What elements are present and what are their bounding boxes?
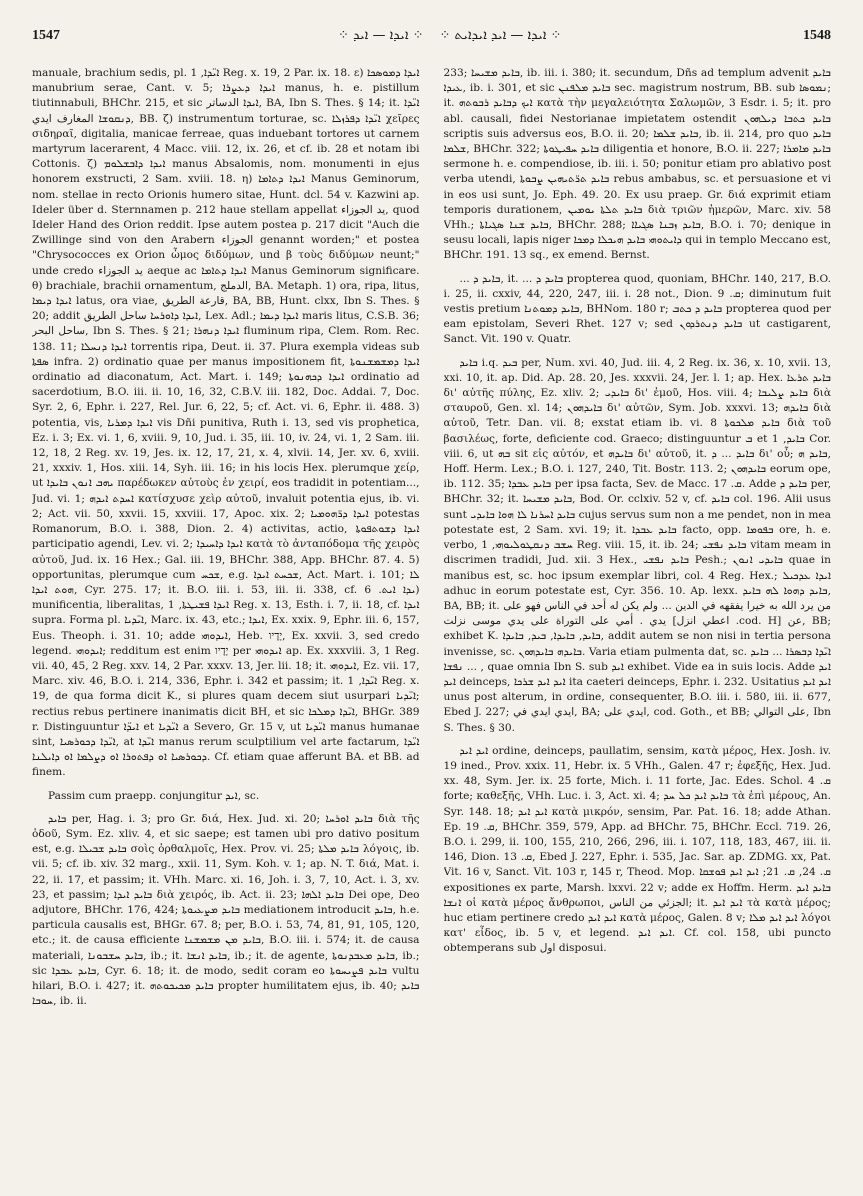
right-page-number: 1548 — [803, 28, 831, 43]
text-columns — [32, 66, 831, 1176]
header-left — [32, 28, 424, 44]
left-column — [32, 66, 420, 1176]
left-paragraph: Passim cum praepp. conjungitur ܐܝܕ, sc. — [48, 789, 260, 802]
header-right — [440, 28, 832, 44]
right-column — [444, 66, 832, 1176]
right-paragraph: ... ܒܐܝܕ ܕ, it. ... ܒܐܝܕ ܕ propterea quod, quoniam, BHChr. 140, 217, B.O. i. 25, ii. cxxiv, 44, 220, 247, iii. i. 28 not., Dion. ܩ. 9; diminutum fuit vestis pretium ܒܐܝܕ ܕܡܘܬܢܐ, BHNom. 180 r; ܒܐܝܕ ܕ ܟܬܒ propterea quod per eam epistolam, Severi Rhet. 127 v; sed ܒܐܝܕ ܕܢܬܪܕܘܢ ut castigarent, Sanct. Vit. 190 v. Quatr. — [443, 272, 831, 346]
left-page-number: 1547 — [32, 28, 60, 43]
left-paragraph: ܒܐܝܕ per, Hag. i. 3; pro Gr. διά, Hex. Jud. xi. 20; ܒܐܝܕ ܐܘܪܚܐ διὰ τῆς ὁδοῦ, Sym. Ez. xliv. 4, et sic saepe; est tamen ubi pro dativo positum est, e.g. ܒܐܝܕ ܫܒܝܠܐ σοὶς ὀρθαλμοῖς, Hex. Prov. vi. 25; ܒܐܝܕ ܡܠܬܐ λόγοις, ib. vii. 5; cf. ib. xiv. 32 marg., xxii. 11, Sym. Koh. v. 1; ap. N. T. διά, Mat. i. 22, ii. 17, et passim; it. VHh. Marc. xi. 16, Joh. i. 3, 7, 10, Act. i. 3, xv. 23, et passim; ܒܐܝܕ ܐܝܕܐ διὰ χειρός, ib. Act. ii. 23; ܒܐܝܕ ܐܠܗܐ Dei ope, Deo adjutore, BHChr. 176, 424; ܒܐܝܕ ܡܨܥܝܘܬܐ mediationem introducit ܒܐܝܕ, h.e. particula causalis est, BHGr. 67. 8; per, B.O. i. 53, 74, 81, 91, 105, 120, etc.; it. de causa efficiente ܒܐܝܕ ܡܢ ܡܫܡܫܢܐ, B.O. iii. i. 574; it. de causa materiali, ܒܐܝܕ ܚܫܒܘܢܐ, ib.; it. ܒܐܝܕ ܐܢܫܐ, ib.; it. de agente, ܒܐܝܕ ܡܥܒܕܢܘܬܐ, ib.; sic ܒܐܝܕ ܥܒܕܐ, Cyr. 6. 18; it. de modo, sedit coram eo ܒܐܝܕ ܦܨܝܚܘܬܐ vultu hilari, B.O. i. 427; it. ܒܐܝܕ ܡܟܝܟܘܬܗ propter humilitatem ejus, ib. 40; ܒܐܝܕ ܚܘܒܐ, ib. ii. — [32, 812, 420, 1008]
left-paragraph: manuale, brachium sedis, pl. ܐܝ̈ܕܐ, 1 Reg. x. 19, 2 Par. ix. 18. ε) ܐܝܕܐ ܕܡܘܣܟܐ manubrium serae, Cant. v. 5; ܐܝܕܐ ܕܥܨܪܐ manus, h. e. pistillum tiutinnabuli, BHChr. 215, et sic ܐܝܕܐ الدساتر, BA, Ibn S. Thes. § 14; it. ܐܝ̈ܕܐ ܕܢܩܘܫܐ المغارف ايدي, BB. ζ) instrumentum torturae, sc. ܐܝ̈ܕܐ ܕܦܪܙܠܐ χεῖρες σιδηραῖ, digitalia, manicae ferreae, quas induebant tortores ut carnem martyrum lacerarent, 4 Macc. viii. 12, ix. 26, et cf. ib. 28 et notam ibi Cottonis. ζ) ܐܝܕܐ ܕܐܒܫܠܘܡ manus Absalomis, nom. monumenti in ejus honorem exstructi, 2 Sam. xviii. 18. η) ܐܝܕܐ ܕܬܐܡܐ Manus Geminorum, nom. stellae in recto Orionis humero sitae, Hunt. dcl. 54 v. Kazwini ap. Ideler über d. Sternnamen p. 212 haue stellam appellat يد الجوزاء, quod Ideler Hand des Orion reddit. Ipse autem postea p. 217 dicit "Auch die Zwillinge sind von den Arabern الجوزاء genannt worden;" et postea "Chrysococces ex Orion ὦμος διδύμων, und β τοὺς διδύμων neunt;" unde credo يد الجوزاء aeque ac ܐܝܕܐ ܕܬܐܡܐ Manus Geminorum significare. θ) brachiale, brachii ornamentum, الدملج, BA. Metaph. 1) ora, ripa, litus, ܐܝܕܐ ܕܝܡܐ latus, ora viae, قارعة الطريق, BA, BB, Hunt. clxx, Ibn S. Thes. § 20; addit ܐܝܕܐ ܕܐܘܪܚܐ ساحل الطريق, Lex. Adl.; ܐܝܕܐ ܕܝܡܐ maris litus, C.S.B. 36; ساحل البحر, Ibn S. Thes. § 21; ܐܝܕܐ ܕܢܗܪܐ fluminum ripa, Clem. Rom. Rec. 138. 11; ܐܝܕܐ ܕܢܚܠܐ torrentis ripa, Deut. ii. 37. Plura exempla videas sub ܣܦܬܐ infra. 2) ordinatio quae per manus impositionem fit, ܐܝܕܐ ܕܡܫܡܫܢܘܬܐ ordinatio ad diaconatum, Act. Mart. i. 149; ܐܝܕܐ ܕܟܗܢܘܬܐ ordinatio ad sacerdotium, B.O. iii. ii. 10, 16, 32, C.B.V. iii. 182, Doc. Addai. 7, Doc. Syr. 2, 6, Ephr. i. 227, Rel. Jur. 6, 22, 5; cf. Act. vi. 6, Ephr. ii. 488. 3) potentia, vis, ܐܝܕܐ ܕܡܪܝܐ vis Dñi punitiva, Ruth i. 13, sed vis prophetica, Ez. i. 3; Ex. vi. 1, 6, xviii. 9, 10, Jud. i. 35, iii. 10, iv. 24, vi. 1, 2 Sam. iii. 12, 18, 2 Reg. xv. 19, Jes. ix. 12, 17, 21, x. 4, xlvii. 14, Jer. xv. 6, xviii. 21, xxxiv. 1, Hos. xiii. 14, Syh. iii. 16; in his locis Hex. plerumque χείρ, ut ܝܗܒ ܐܢܘܢ ܒܐܝܕܐ παρέδωκεν αὐτοὺς ἐν χειρί, eos tradidit in potentiam..., Jud. vi. 1; ܐܚܕܬ ܐܝܕܗ κατίσχυσε χεὶρ αὐτοῦ, invaluit potentia ejus, ib. vi. 2; Act. vii. 50, xxvii. 15, xxviii. 17, Apoc. xix. 2; ܐܝܕܐ ܕܪ̈ܗܘܡܝܐ potestas Romanorum, B.O. i. 388, Dion. 2. 4) activitas, actio, ܐܝܕܐ ܕܫܘܬܦܘܬܐ participatio agendi, Lev. vi. 2; ܐܝܕܐ ܕܐܚܝܕܐ κατὰ τὸ ἀνταπόδομα τῆς χειρὸς αὐτοῦ, Jud. ix. 16 Hex.; Gal. iii. 19, BHChr. 388, App. BHChr. 87. 4. 5) opportunitas, plerumque cum ܫܟܚ, e.g. ܫܟܚܬ ܐܝܕܐ, Act. Mart. i. 101; ܠܐ ܗܘܬ ܐܝܕܐ, Cyr. 275. 17; it. B.O. iii. i. 53, iii. ii. 338, cf. ܝܕܐ ܐܝܬ. 6) munificentia, liberalitas, ܐܝܕܐ ܦܫܝܛܬܐ, 1 Reg. x. 13, Esth. i. 7, ii. 18, cf. ܐܝܕܐ supra. Forma pl. ܐܝ̈ܕܝܐ, Marc. ix. 43, etc.; ܐܝܕܐ, Ex. xxix. 9, Ephr. iii. 6, 157, Eus. Theoph. i. 31. 10; adde ܐܝܕܘܗܝ, Heb. יָדָיו, Ex. xxvii. 3, sed credo legend. ܐܝܕܘܗܝ; redditum est enim יָדָיו per ܐܝܕܘܗܝ ap. Ex. xxxviii. 3, 1 Reg. vii. 40, 45, 2 Reg. xxv. 14, 2 Par. xxxv. 13, Jer. lii. 18; it. ܐܝܕܘܗܝ, Ez. vii. 17, Marc. xiv. 46, B.O. i. 214, 336, Ephr. i. 342 et passim; it. ܐܝ̈ܕܐ, 1 Reg. x. 19, de qua forma dicit K., si plures quam decem siut usurpari ܐܝ̈ܕܝܐ; rectius rebus pertinere inanimatis dicit BH, et sic ܐܝ̈ܕܐ ܕܡܠܟܐ, BHGr. 389 r. Distinguuntur ܐܝܕ̈ܐ et ܐܝ̈ܕܝܐ a Severo, Gr. 15 v, ut ܐܝ̈ܕܝܐ manus humanae sint, ܐܝ̈ܕܐ ܕܟܘܪܣܝܐ, at ܐܝ̈ܕܐ manus rerum sculptilium vel arte factarum, ܐܝ̈ܕܐ ܕܟܘܪܣܝܐ ܐܘ ܕܦܬܘܪܐ ܐܘ ܕܨܠܡܐ ܐܘ ܕܐܝܠܢܐ. Cf. etiam quae afferunt BA. et BB. ad finem. — [32, 67, 420, 779]
right-running-title: ⁘ ܐܝܕܐ — ܐܝܕ ܐܝܕܐܝܬ ⁘ — [439, 28, 562, 43]
right-paragraph: 233; ܒܐܝܕ ܡܫܝܚܐ, ib. iii. i. 380; it. secundum, Dñs ad templum advenit ܒܐܝܕ ܥܝܕܐ, ib. i. 301, et sic ܒܐܝܕ ܡܠܦܢܢ sec. magistrum nostrum, BB. sub ܢܡܘܣܐ; it. ܐܝܟ ܕܒܐܝܕ ܪܒܘܬܗ κατὰ τὴν μεγαλειότητα Σαλωμῶν, 3 Esdr. i. 5; it. pro abl. causali, fidei Nestorianae impietatem ostendit ܒܐܝܕ ܟܬܒܐ ܕܝܠܗܘܢ scriptis suis adversus eos, B.O. ii. 20; ܒܐܝܕ ܫܠܡܐ, ib. ii. 214, pro quo ܒܐܝܕ ܫܠܡܐ, BHChr. 322; ܒܐܝܕ ܚܦܝܛܘܬܐ diligentia et honore, B.O. ii. 227; ܒܐܝܕ ܡܐܡܪܐ sermone h. e. compendiose, ib. iii. i. 50; ponitur etiam pro ablativo post verba utendi, ܒܐܝܕ ܬܪ̈ܬܝܗܝܢ ܨܒܘܬܐ rebus ambabus, sc. et persuasione et vi in eos usi sunt, Jo. Eph. 49. 20. Ex usu praep. Gr. διά exprimit etiam temporis durationem, ܒܐܝܕ ܬܠܬܐ ܝܘܡܝܢ διὰ τριῶν ἡμερῶν, Marc. xiv. 58 VHh.; ܒܐܝܕ ܫܢܐ ܣܓܝܐܬܐ, BHChr. 288; ܒܐܝܕ ܙܒܢܐ ܣܓܝܐܐ, B.O. i. 70; denique in seusu locali, lapis niger ܕܐܝܬܘܗܝ ܒܐܝܕ ܗܝܟܠܐ ܕܡܟܐ qui in templo Meccano est, BHChr. 191. 13 sq., ex emend. Bernst. — [443, 67, 831, 262]
right-paragraph: ܐܝܕ ܐܝܕ ordine, deinceps, paullatim, sensim, κατὰ μέρος, Hex. Josh. iv. 19 ined., Prov. xxix. 11, Hebr. ix. 5 VHh., Galen. 47 r; ἐφεξῆς, Hex. Jud. xx. 48, Sym. Jer. ix. 25 forte, Mich. i. 11 forte, Jac. Edes. Schol. ܩ. 4 forte; καθεξῆς, VHh. Luc. i. 3, Act. xi. 4; ܒܐܝܕ ܐܝܕ ܟܠ ܚܕ τὰ ἐπὶ μέρους, An. Syr. 148. 18; ܐܝܕ ܐܝܕ κατὰ μικρόν, sensim, Par. Pat. 16. 18; adde Athan. Ep. ܩ. 19, BHChr. 359, 579, App. ad BHChr. 75, BHChr. Eccl. 719. 26, B.O. i. 299, ii. 100, 155, 210, 266, 296, iii. i. 107, 118, 183, 467, iii. ii. 146, Dion. ܩ. 13, Ebed J. 227, Ephr. i. 535, Jac. Sar. ap. ZDMG. xx, Pat. Vit. 16 v, Sanct. Vit. 103 r, 145 r, Theod. Mop. ܩ. 24, ܩ. 21; ܐܝܕ ܐܝܕ ܦܘܫܩܐ expositiones ex parte, Marsh. lxxvi. 22 v; adde ex Hoffm. Herm. ܒܐܝܕ ܐܝܕ ܐܢܫܐ οἱ κατὰ μέρος ἄνθρωποι, الجزئي من الناس; it. ܐܝܕ ܐܝܕ τὰ κατὰ μέρος; huc etiam pertinere credo ܐܝܕ ܐܝܕ κατὰ μέρος, Galen. 8 v; ܐܝܕ ܐܝܕ ܡܠܐ λόγοι κατ' εἶδος, ib. 5 v, et legend. ܐܝܕ ܐܝܕ. Cf. col. 158, ubi puncto obtemperans sub اول disposui. — [443, 744, 831, 955]
right-paragraph: ܒܐܝܕ i.q. ܒܝܕ per, Num. xvi. 40, Jud. iii. 4, 2 Reg. ix. 36, x. 10, xvii. 13, xxi. 10, it. ap. Did. Ap. 28. 20, Jes. xxxvii. 24, Jer. l. 1; ap. Hex. ܒܐܝܕ ܬܪܥܐ δι' αὐτῆς πύλης, Ez. xliv. 2; ܒܐܝܕܝ δι' ἐμοῦ, Hos. viii. 4; ܒܐܝܕ ܨܠܝܒܐ διὰ σταυροῦ, Gen. xl. 14; ܒܐܝܕܗܘܢ δι' αὐτῶν, Sym. Job. xxxvi. 13; ܒܐܝܕܗ διὰ αὐτοῦ, Tetr. Dan. vii. 8; exstat etiam ib. vi. 8 ܒܐܝܕ ܡܠܟܘܬܐ διὰ τοῦ βασιλέως, forte, deficiente cod. Graeco; distinguuntur ܒ et ܒܐܝܕ, 1 Cor. viii. 6, ut ܒܗ sit εἰς αὐτόν, et ܒܐܝܕܗ δι' αὐτοῦ, it. ܒܐܝܕ ... ܕ δι' οὗ; ܒܐܝܕ ܗ, Hoff. Herm. Lex.; B.O. i. 127, 240, Tit. Bostr. 113. 2; ܒܐܝܕܗܘܢ eorum ope, ib. 112. 35; ܒܐܝܕ ܥܒܕܐ per ipsa facta, Sev. de Macc. ܩ. 17. Adde ܒܐܝܕ ܕ per, BHChr. 32; it. ܒܐܝܕ ܡܫܝܚܐ, Bod. Or. cclxiv. 52 v, cf. ܒܐܝܕ col. 196. Alii usus sunt ܒܐܝܕ ܐܚܪܢܐ ܠܐ ܗܘܐ ܒܐܝܕܝ cujus servus sum non a me pendet, non in mea potestate est, 2 Sam. xvi. 19; it. ܒܐܝܕ ܥܒܕܐ facto, opp. ܒܦܘܡܐ ore, h. e. verbo, ܚܫܒ ܕܢܩܛܘܠܝܘܗܝ, 1 Reg. viii. 15, it. ib. 24; ܒܐܝܕ ܢܦܫܝ vitam meam in discrimen tradidi, Jud. xii. 3 Hex., ܒܐܝܕ ܢܦܫܝ Pesh.; ܒܐܝܕܝ ܐܢܘܢ quae in manibus est, sc. hoc ipsum exemplar libri, col. 4 Reg. Hex.; ܐܝܕܐ ܥܕܟܝܠ adhuc in eorum potestate est, Cyr. 356. 10. Ap. lexx. ܒܐܝܕ ܕܗܘܐ ܠܗ ܒܐܝܕ, BA, BB; it. من يرد الله به خيرا يفقهه في الدين ... ولم يكن له أحد في الناس فهو على يدي . أمي على التوراة على يدي موسى نزلت [اعطي انزل .cod. H] عن, BB; exhibet K. ܒܐܝܕ, ܒܐܝܕܐ, ܒܝܕ, ܒܐܝܕܐ, addit autem se non nisi in tertia persona invenisse, sc. ܒܐܝܕܗ ܒܐܝܕܗܘܢ. Varia etiam pulmenta dat, sc. ܐܝ̈ܕܐ ܕܒܣܪܐ ... ܒܐܝܕ ܢܦܫܐ ... , quae omnia Ibn S. sub ܐܝܕ exhibet. Vide ea in suis locis. Adde ܐܝܕ ܐܝܕ deinceps, ܐܝܕ ܐܝܕ ܫܪܟܐ ita caeteri deinceps, Ephr. i. 232. Usitatius ܐܝܕ ܐܝܕ unus post alterum, in ordine, consequenter, B.O. iii. i. 580, iii. ii. 677, Ebed J. 227; ايدي ايدي في, BA; ايدي على, cod. Goth., et BB; على التوالي, Ibn S. Thes. § 30. — [443, 356, 831, 734]
left-running-title: ⁘ ܐܝܕܐ — ܐܝܕ ⁘ — [338, 28, 424, 43]
page-header — [32, 28, 831, 58]
